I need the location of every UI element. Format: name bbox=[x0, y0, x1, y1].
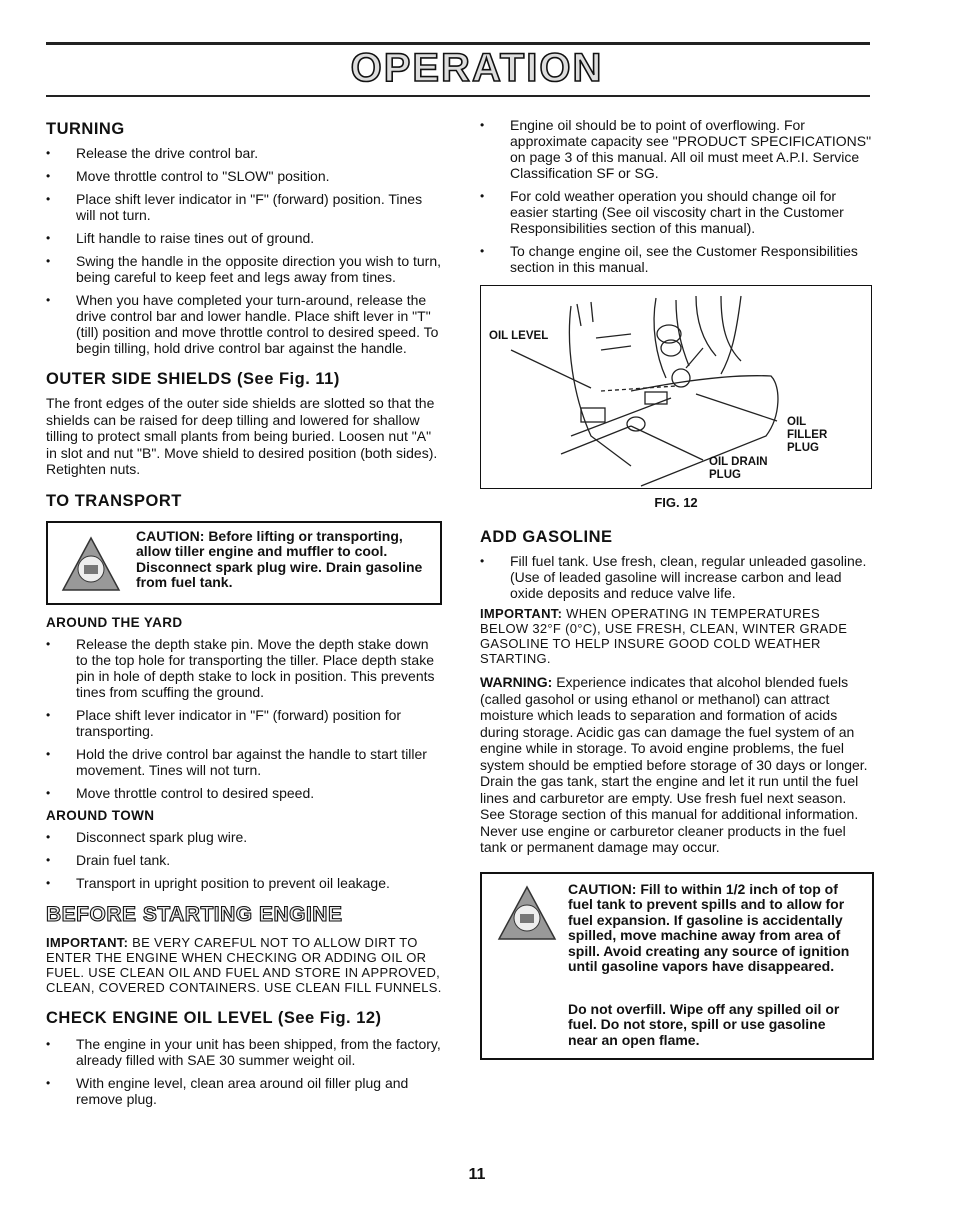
important-label: IMPORTANT: bbox=[480, 606, 563, 621]
warning-label: WARNING: bbox=[480, 674, 553, 690]
figure-caption: FIG. 12 bbox=[654, 495, 698, 510]
gasoline-caution-text: CAUTION: Fill to within 1/2 inch of top of fuel tank to prevent spills and to allow for fuel expansion. If gasoline is accidentally spilled, move machine away from area of spill. Avoid creating any source of ignition until gasoline vapors have disappeared. bbox=[568, 880, 850, 974]
list-item: • Release the depth stake pin. Move the depth stake down to the top hole for transporting the tiller. Place depth stake pin in hole of depth stake to lock in position. This prevents tines from scuffing the ground. bbox=[46, 636, 444, 700]
gasoline-caution-text-2: Do not overfill. Wipe off any spilled oil or fuel. Do not store, spill or use gasoline near an open flame. bbox=[568, 1000, 840, 1048]
transport-heading: TO TRANSPORT bbox=[46, 491, 182, 510]
warning-icon bbox=[60, 535, 122, 593]
list-item: • Release the drive control bar. bbox=[46, 145, 444, 161]
list-item: • Fill fuel tank. Use fresh, clean, regular unleaded gasoline. (Use of leaded gasoline will increase carbon and lead oxide deposits and reduce valve life. bbox=[480, 553, 872, 601]
list-item: • Engine oil should be to point of overflowing. For approximate capacity see "PRODUCT SPECIFICATIONS" on page 3 of this manual. All oil must meet A.P.I. Service Classification SF or SG. bbox=[480, 117, 872, 181]
list-item: • Lift handle to raise tines out of ground. bbox=[46, 230, 444, 246]
turning-heading: TURNING bbox=[46, 120, 125, 138]
oil-drain-plug-label: OIL DRAIN PLUG bbox=[709, 456, 768, 481]
oil-figure bbox=[480, 285, 872, 489]
list-item: • Transport in upright position to prevent oil leakage. bbox=[46, 875, 444, 891]
list-item: • With engine level, clean area around oil filler plug and remove plug. bbox=[46, 1075, 444, 1107]
important-text: WHEN OPERATING IN TEMPERATURES BELOW 32°F (0°C), USE FRESH, CLEAN, WINTER GRADE GASOLINE TO HELP INSURE GOOD COLD WEATHER STARTING. bbox=[480, 606, 848, 666]
list-item: • Hold the drive control bar against the handle to start tiller movement. Tines will not turn. bbox=[46, 746, 444, 778]
important-text: BE VERY CAREFUL NOT TO ALLOW DIRT TO ENTER THE ENGINE WHEN CHECKING OR ADDING OIL OR FUEL. USE CLEAN OIL AND FUEL AND STORE IN APPROVED, CLEAN, COVERED CONTAINERS. USE CLEAN FILL FUNNELS. bbox=[46, 934, 442, 995]
header-rule-top bbox=[46, 42, 870, 45]
around-yard-heading: AROUND THE YARD bbox=[46, 614, 183, 630]
right-column bbox=[480, 117, 872, 1060]
warning-text: Experience indicates that alcohol blended fuels (called gasohol or using ethanol or methanol) can attract moisture which leads to separation and formation of acids during storage. Acidic gas can damage the fuel system of an engine while in storage. To avoid engine problems, the fuel system should be emptied before storage of 30 days or longer. Drain the gas tank, start the engine and let it run until the fuel lines and carburetor are empty. Use fresh fuel next season. See Storage section of this manual for additional information. Never use engine or carburetor cleaner products in the fuel tank or permanent damage may occur. bbox=[480, 674, 868, 855]
transport-caution-text: CAUTION: Before lifting or transporting, allow tiller engine and muffler to cool. Disconnect spark plug wire. Drain gasoline from fuel tank. bbox=[136, 527, 423, 590]
oil-filler-plug-label: OIL FILLER PLUG bbox=[787, 416, 828, 454]
list-item: • For cold weather operation you should change oil for easier starting (See oil viscosity chart in the Customer Responsibilities section of this manual). bbox=[480, 188, 872, 236]
before-starting-important bbox=[46, 935, 444, 995]
outer-shields-text: The front edges of the outer side shields are slotted so that the shields can be raised for deep tilling and lowered for shallow tilling to protect small plants from being buried. Loosen nut "A" in slot and nut "B". Move shield to desired position (both sides). Retighten nuts. bbox=[46, 395, 438, 477]
page-number: 11 bbox=[468, 1166, 486, 1183]
transport-caution-box bbox=[46, 521, 442, 605]
list-item: • Move throttle control to "SLOW" position. bbox=[46, 168, 444, 184]
list-item: • The engine in your unit has been shipped, from the factory, already filled with SAE 30 summer weight oil. bbox=[46, 1036, 444, 1068]
check-oil-heading: CHECK ENGINE OIL LEVEL (See Fig. 12) bbox=[46, 1008, 382, 1027]
page-title: OPERATION bbox=[350, 46, 604, 90]
left-column bbox=[46, 120, 444, 1114]
oil-list bbox=[480, 117, 872, 275]
oil-level-label: OIL LEVEL bbox=[489, 330, 549, 342]
outer-shields-heading: OUTER SIDE SHIELDS (See Fig. 11) bbox=[46, 370, 340, 388]
list-item: • Move throttle control to desired speed. bbox=[46, 785, 444, 801]
add-gasoline-heading: ADD GASOLINE bbox=[480, 528, 613, 546]
list-item: • Disconnect spark plug wire. bbox=[46, 829, 444, 845]
gasoline-caution-box bbox=[480, 872, 874, 1060]
warning-icon bbox=[496, 884, 558, 942]
around-town-heading: AROUND TOWN bbox=[46, 807, 155, 823]
before-starting-heading: BEFORE STARTING ENGINE bbox=[46, 902, 343, 926]
list-item: • To change engine oil, see the Customer Responsibilities section in this manual. bbox=[480, 243, 872, 275]
around-town-list bbox=[46, 829, 444, 891]
engine-illustration bbox=[481, 286, 871, 488]
important-label: IMPORTANT: bbox=[46, 934, 129, 950]
list-item: • Place shift lever indicator in "F" (forward) position. Tines will not turn. bbox=[46, 191, 444, 223]
add-gasoline-list bbox=[480, 553, 872, 601]
list-item: • Swing the handle in the opposite direction you wish to turn, being careful to keep feet and legs away from tines. bbox=[46, 253, 444, 285]
gasoline-important bbox=[480, 606, 872, 666]
around-yard-list bbox=[46, 636, 444, 801]
list-item: • When you have completed your turn-around, release the drive control bar and lower handle. Place shift lever in "T" (till) position and move throttle control to desired speed. To begin tilling, hold drive control bar against the handle. bbox=[46, 292, 444, 356]
list-item: • Place shift lever indicator in "F" (forward) position for transporting. bbox=[46, 707, 444, 739]
gasoline-warning bbox=[480, 674, 872, 856]
list-item: • Drain fuel tank. bbox=[46, 852, 444, 868]
check-oil-list bbox=[46, 1036, 444, 1107]
header-rule-bottom bbox=[46, 95, 870, 97]
turning-list bbox=[46, 145, 444, 356]
